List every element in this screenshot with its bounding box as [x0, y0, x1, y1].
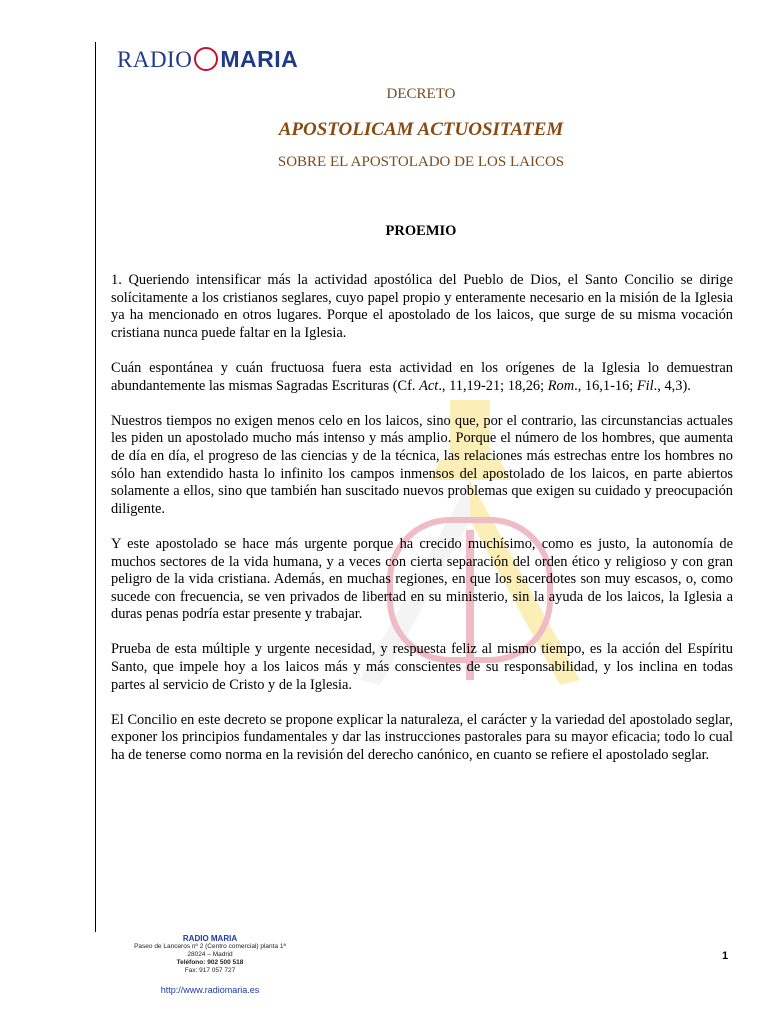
- globe-icon: [194, 47, 218, 71]
- footer-city: 28024 – Madrid: [187, 951, 233, 958]
- margin-rule: [95, 42, 96, 932]
- logo-maria-text: MARIA: [220, 46, 299, 72]
- paragraph-5: Prueba de esta múltiple y urgente necesidad, y respuesta feliz al mismo tiempo, es la acción del Espíritu Santo, que impele hoy a los laicos más y más conscientes de su responsabilidad, y los inclina en todas partes al servicio de Cristo y de la Iglesia.: [111, 641, 733, 693]
- logo-radio-text: RADIO: [117, 46, 193, 72]
- document-body: [111, 272, 733, 782]
- paragraph-6: El Concilio en este decreto se propone explicar la naturaleza, el carácter y la variedad del apostolado seglar, exponer los principios fundamentales y dar las instrucciones pastorales para su mayor eficacia; todo lo cual ha de tenerse como norma en la revisión del derecho canónico, en cuanto se refiere el apostolado seglar.: [111, 711, 733, 764]
- footer-name: RADIO MARIA: [182, 934, 238, 943]
- paragraph-2: Cuán espontánea y cuán fructuosa fuera esta actividad en los orígenes de la Iglesia lo demuestran abundantemente las mismas Sagradas Escrituras (Cf. Act., 11,19-21; 18,26; Rom., 16,1-16; Fil., 4,3).: [111, 359, 733, 394]
- radio-maria-logo: [117, 46, 298, 73]
- section-heading: PROEMIO: [385, 223, 457, 239]
- footer-phone: Teléfono: 902 500 518: [176, 959, 244, 966]
- footer-address: Paseo de Lanceros nº 2 (Centro comercial) planta 1ª: [134, 943, 286, 950]
- paragraph-3: Nuestros tiempos no exigen menos celo en los laicos, sino que, por el contrario, las circunstancias actuales les piden un apostolado mucho más intenso y más amplio. Porque el número de los hombres, que aumenta de día en día, el progreso de las ciencias y de la técnica, las relaciones más estrechas entre los hombres no sólo han extendido hasta lo infinito los campos inmensos del apostolado de los laicos, en parte abiertos solamente a ellos, sino que también han suscitado nuevos problemas que exigen su cuidado y preocupación diligente.: [111, 412, 733, 517]
- paragraph-1: 1. Queriendo intensificar más la actividad apostólica del Pueblo de Dios, el Santo Concilio se dirige solícitamente a los cristianos seglares, cuyo papel propio y enteramente necesario en la misión de la Iglesia ya ha mencionado en otros lugares. Porque el apostolado de los laicos, que surge de su misma vocación cristiana nunca puede faltar en la Iglesia.: [111, 272, 733, 341]
- footer-website-link[interactable]: http://www.radiomaria.es: [160, 985, 260, 995]
- document-type: DECRETO: [386, 86, 456, 102]
- footer: [95, 934, 325, 995]
- document-title: APOSTOLICAM ACTUOSITATEM: [278, 119, 564, 140]
- document-subtitle: SOBRE EL APOSTOLADO DE LOS LAICOS: [277, 154, 565, 170]
- footer-fax: Fax: 917 057 727: [184, 967, 236, 974]
- page-number: 1: [722, 950, 729, 962]
- paragraph-4: Y este apostolado se hace más urgente porque ha crecido muchísimo, como es justo, la autonomía de muchos sectores de la vida humana, y a veces con cierta separación del orden ético y religioso y con gran peligro de la vida cristiana. Además, en muchas regiones, en que los sacerdotes son muy escasos, o, como sucede con frecuencia, se ven privados de libertad en su ministerio, sin la ayuda de los laicos, la Iglesia a duras penas podría estar presente y trabajar.: [111, 535, 733, 623]
